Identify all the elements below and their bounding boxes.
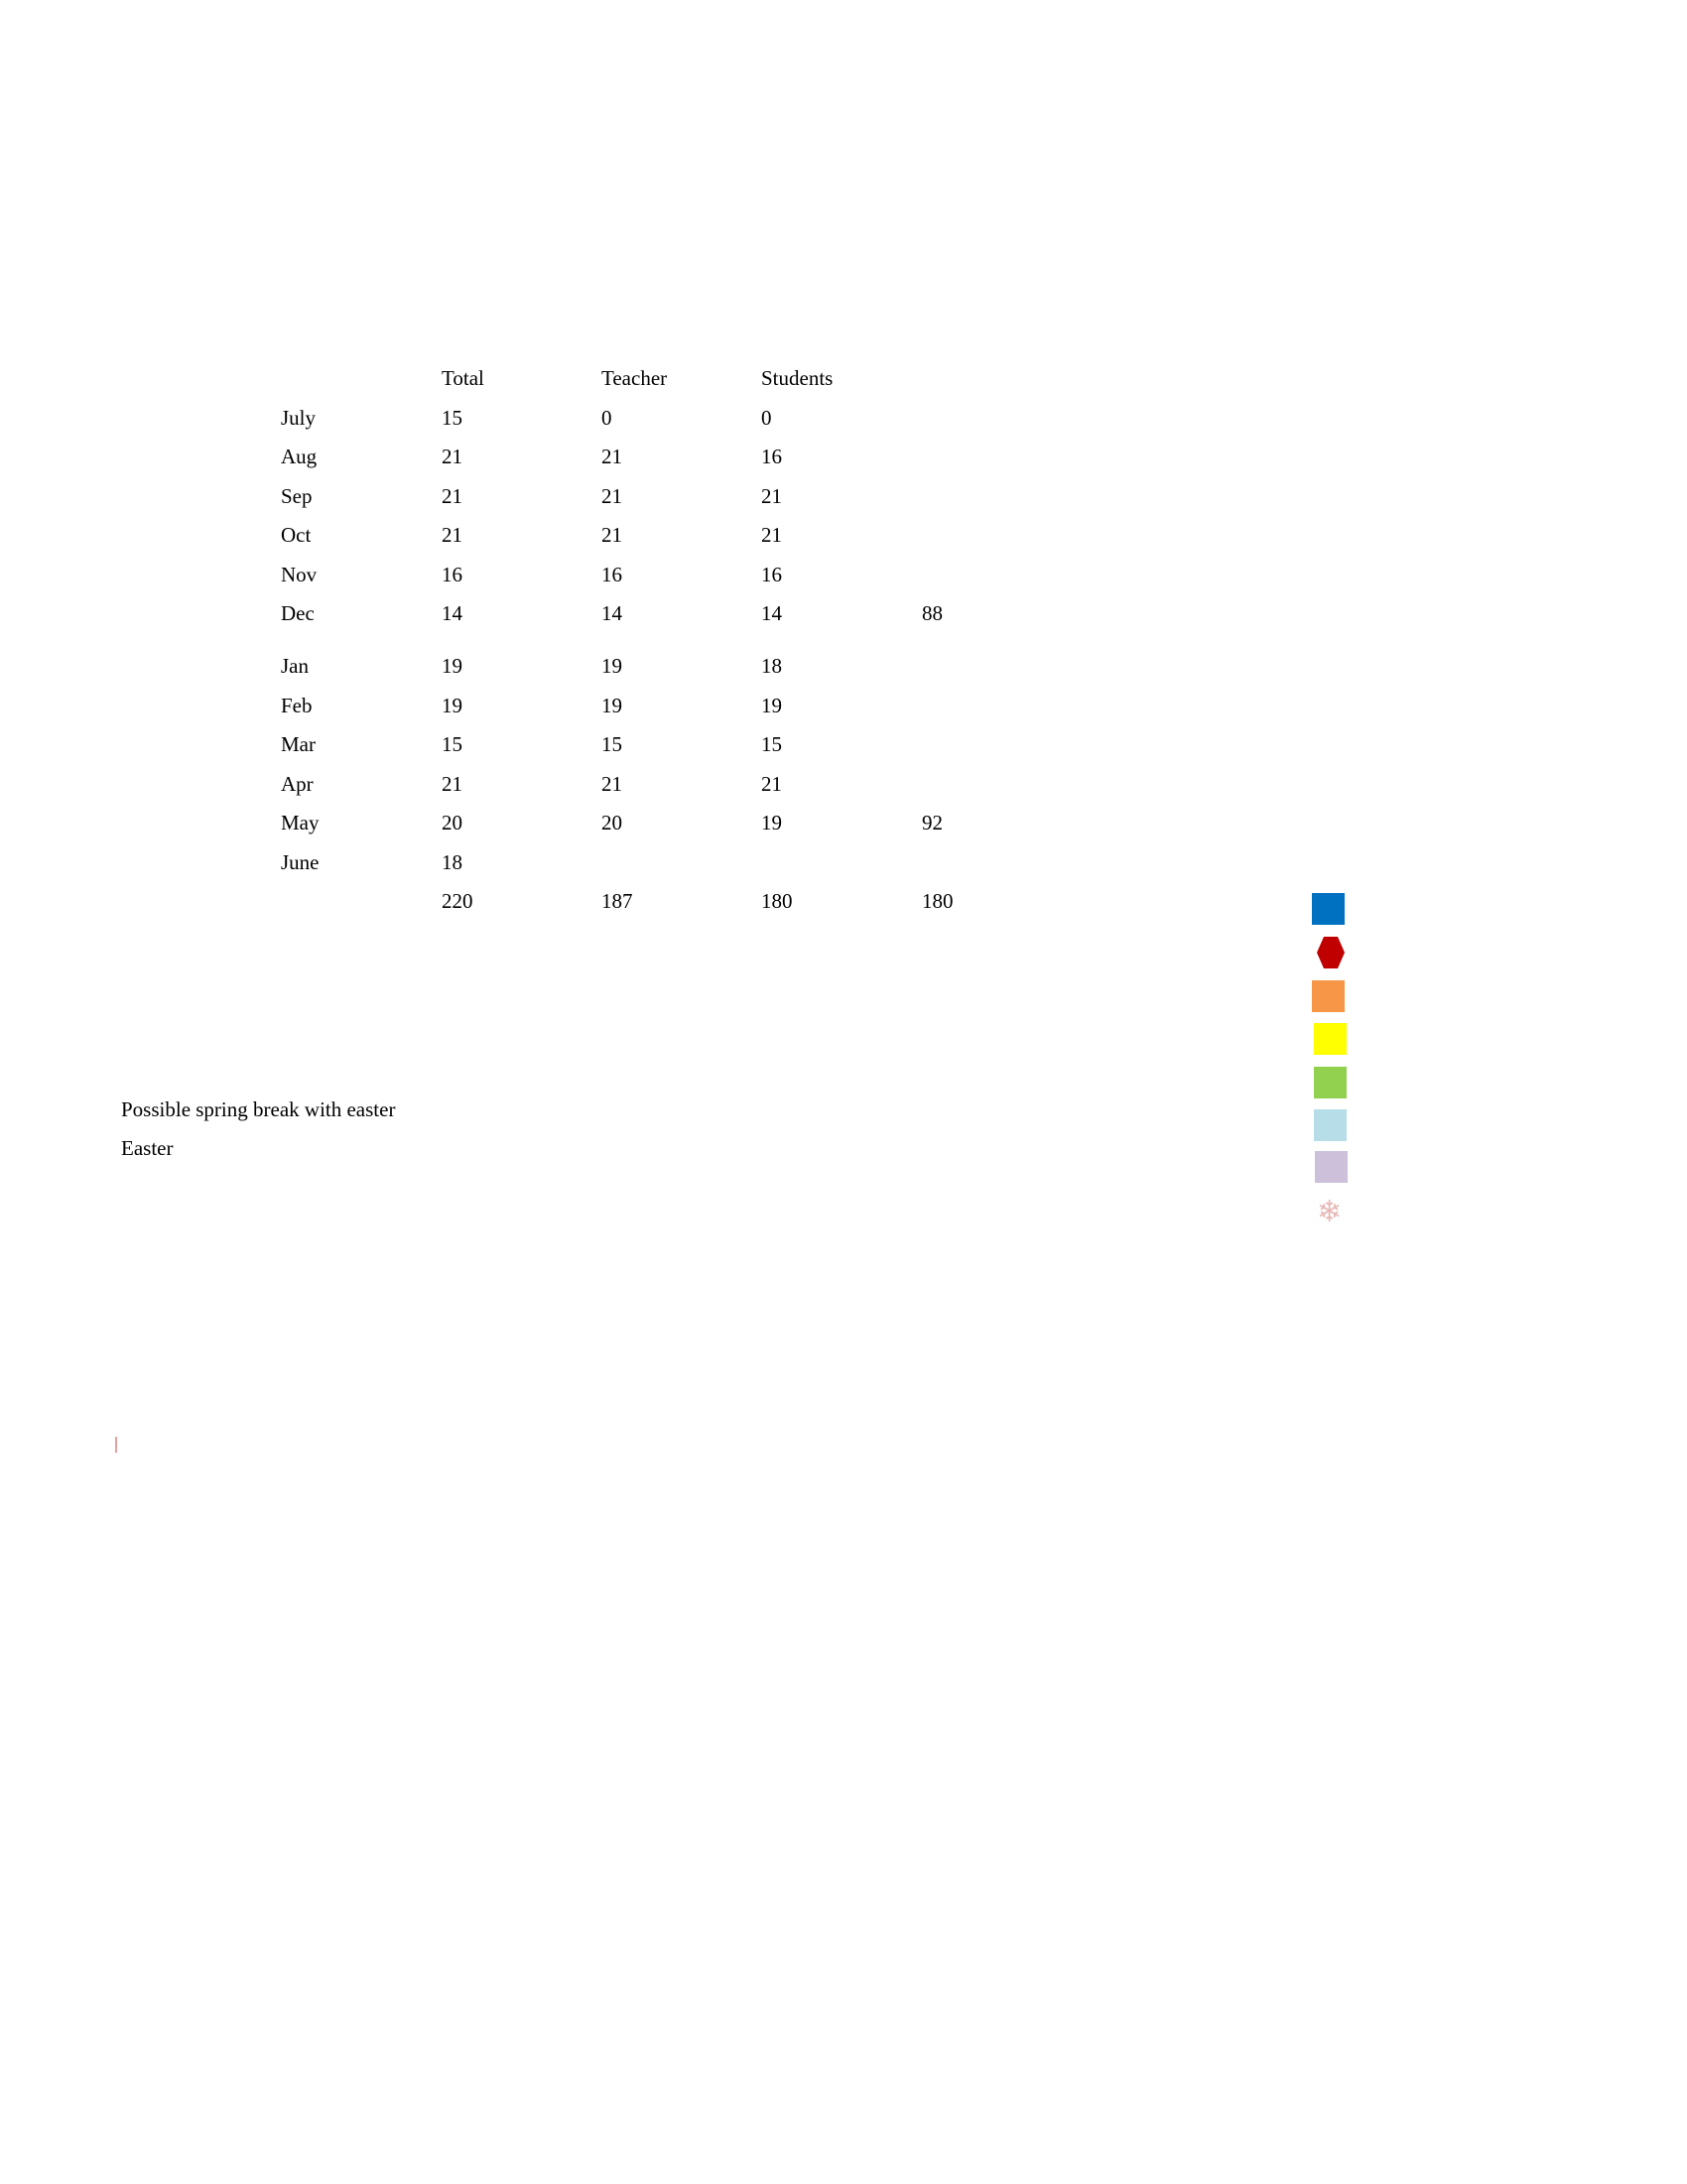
- legend-swatch-green: [1314, 1067, 1347, 1098]
- total-days: 220: [442, 889, 473, 913]
- legend-hexagon-red: [1317, 937, 1345, 968]
- row-month: Feb: [281, 694, 313, 717]
- row-students: 19: [761, 811, 782, 835]
- row-month: June: [281, 850, 320, 874]
- note-spring-break: Possible spring break with easter: [121, 1097, 396, 1121]
- row-month: Dec: [281, 601, 315, 625]
- total-student-days: 180: [761, 889, 793, 913]
- row-teacher: 0: [601, 406, 612, 430]
- row-teacher: 19: [601, 694, 622, 717]
- row-total: 14: [442, 601, 462, 625]
- row-students: 21: [761, 484, 782, 508]
- row-teacher: 14: [601, 601, 622, 625]
- row-teacher: 19: [601, 654, 622, 678]
- row-month: Apr: [281, 772, 314, 796]
- row-students: 16: [761, 563, 782, 586]
- total-semester-days: 180: [922, 889, 954, 913]
- row-total: 19: [442, 654, 462, 678]
- row-students: 21: [761, 523, 782, 547]
- header-teacher: Teacher: [601, 366, 668, 390]
- row-total: 21: [442, 445, 462, 468]
- row-teacher: 21: [601, 445, 622, 468]
- row-total: 19: [442, 694, 462, 717]
- row-total: 15: [442, 732, 462, 756]
- semester-subtotal: 88: [922, 601, 943, 625]
- row-month: Sep: [281, 484, 313, 508]
- row-teacher: 21: [601, 523, 622, 547]
- row-total: 20: [442, 811, 462, 835]
- legend-swatch-orange: [1312, 980, 1345, 1012]
- row-teacher: 15: [601, 732, 622, 756]
- row-teacher: 21: [601, 772, 622, 796]
- legend-key: [1308, 893, 1367, 1250]
- header-students: Students: [761, 366, 834, 390]
- row-students: 0: [761, 406, 772, 430]
- row-students: 16: [761, 445, 782, 468]
- row-month: Oct: [281, 523, 312, 547]
- row-teacher: 16: [601, 563, 622, 586]
- legend-swatch-lavender: [1315, 1151, 1348, 1183]
- total-teacher-days: 187: [601, 889, 633, 913]
- legend-swatch-light-blue: [1314, 1109, 1347, 1141]
- row-students: 19: [761, 694, 782, 717]
- row-total: 18: [442, 850, 462, 874]
- row-total: 21: [442, 484, 462, 508]
- row-students: 18: [761, 654, 782, 678]
- row-total: 16: [442, 563, 462, 586]
- legend-swatch-blue: [1312, 893, 1345, 925]
- row-teacher: 21: [601, 484, 622, 508]
- note-easter: Easter: [121, 1136, 174, 1160]
- legend-swatch-yellow: [1314, 1023, 1347, 1055]
- semester-subtotal: 92: [922, 811, 943, 835]
- row-month: July: [281, 406, 317, 430]
- row-month: Aug: [281, 445, 318, 468]
- row-month: Nov: [281, 563, 318, 586]
- row-students: 15: [761, 732, 782, 756]
- row-month: Mar: [281, 732, 316, 756]
- snowflake-icon: ❄: [1317, 1195, 1343, 1229]
- row-students: 21: [761, 772, 782, 796]
- row-month: Jan: [281, 654, 309, 678]
- row-total: 21: [442, 772, 462, 796]
- row-teacher: 20: [601, 811, 622, 835]
- row-month: May: [281, 811, 320, 835]
- stray-mark: [115, 1437, 117, 1453]
- row-total: 15: [442, 406, 462, 430]
- header-total: Total: [442, 366, 484, 390]
- row-total: 21: [442, 523, 462, 547]
- row-students: 14: [761, 601, 782, 625]
